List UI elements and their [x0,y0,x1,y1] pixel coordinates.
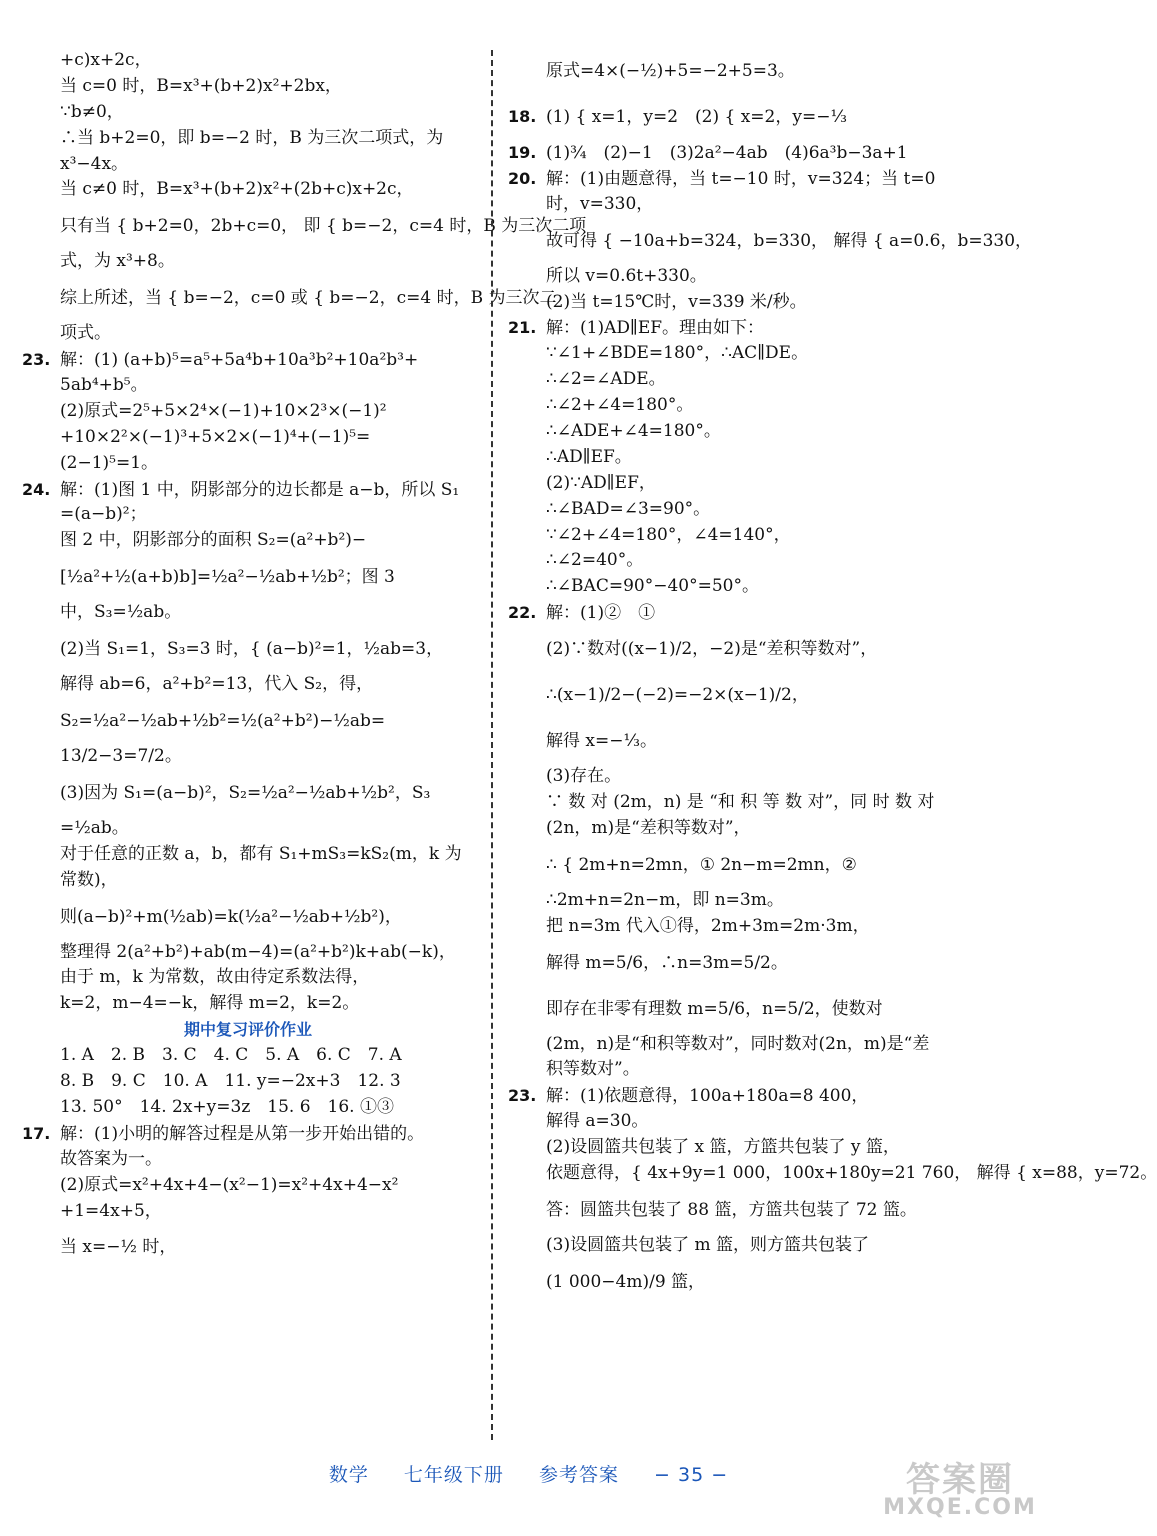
answer-text: (1)¾ (2)−1 (3)2a²−4ab (4)6a³b−3a+1 [546,143,908,163]
answer-line: (3)存在。 [546,766,622,787]
answer-line: 故答案为一。 [60,1148,162,1169]
answer-line: 则(a−b)²+m(½ab)=k(½a²−½ab+½b²)， [60,906,402,927]
answer-line [508,94,1044,140]
answer-text: 解：(1)小明的解答过程是从第一步开始出错的。 [60,1123,425,1144]
answer-line [22,1121,474,1147]
answer-line: (2)∵数对((x−1)/2，−2)是“差积等数对”， [546,639,878,660]
answer-line: 解得 m=5/6，∴n=3m=5/2。 [546,952,788,973]
answer-line [22,347,474,373]
answer-line: ∵∠1+∠BDE=180°，∴AC∥DE。 [546,343,809,364]
answer-line: (2)设圆篮共包装了 x 篮，方篮共包装了 y 篮， [546,1137,900,1158]
answer-line: 当 c≠0 时，B=x³+(b+2)x²+(2b+c)x+2c， [60,179,414,200]
watermark-bottom: MXQE.COM [883,1495,1037,1520]
right-column [508,48,1157,1305]
answer-line: (1 000−4m)/9 篮， [546,1271,706,1292]
answer-line: 答：圆篮共包装了 88 篮，方篮共包装了 72 篮。 [546,1199,917,1220]
answer-line: =(a−b)²； [60,504,147,525]
answer-line: +c)x+2c， [60,50,152,70]
footer-label: 参考答案 [538,1464,619,1486]
answer-line: 整理得 2(a²+b²)+ab(m−4)=(a²+b²)k+ab(−k)， [60,941,456,962]
answer-line: (2)当 t=15℃时，v=339 米/秒。 [546,291,807,312]
answer-line: 由于 m，k 为常数，故由待定系数法得， [60,967,370,988]
answer-line: 项式。 [60,323,111,344]
answer-line: ∴∠2+∠4=180°。 [546,395,694,416]
answer-line: ∴∠BAC=90°−40°=50°。 [546,576,759,597]
question-number: 18. [508,107,537,126]
answer-line: ∴ { 2m+n=2mn，① 2n−m=2mn，② [546,854,857,875]
answer-line: (2)当 S₁=1，S₃=3 时，{ (a−b)²=1，½ab=3， [60,639,444,660]
answer-line: 解得 x=−⅓。 [546,731,657,752]
watermark-top: 答案圈 [906,1460,1014,1500]
answer-line: S₂=½a²−½ab+½b²=½(a²+b²)−½ab= [60,711,386,732]
answer-line [22,477,474,503]
answer-line: ∴∠ADE+∠4=180°。 [546,421,721,442]
answer-line: 常数)， [60,869,118,890]
answer-line: (2)原式=x²+4x+4−(x²−1)=x²+4x+4−x² [60,1174,399,1195]
question-number: 20. [508,168,537,188]
answer-line [508,315,1044,341]
answer-line: 1. A 2. B 3. C 4. C 5. A 6. C 7. A [60,1045,402,1066]
answer-line: ∵ 数 对 (2m，n) 是 “和 积 等 数 对”，同 时 数 对 [546,792,935,813]
answer-line: 中，S₃=½ab。 [60,602,182,623]
answer-text: 解：(1)图 1 中，阴影部分的边长都是 a−b，所以 S₁ [60,479,460,500]
answer-line: 时，v=330， [546,193,654,214]
answer-line: 图 2 中，阴影部分的面积 S₂=(a²+b²)− [60,530,367,551]
question-number: 23. [508,1086,537,1106]
answer-line [508,600,1044,626]
answer-line: ∴2m+n=2n−m，即 n=3m。 [546,889,784,910]
answer-line: ∵b≠0， [60,101,124,122]
answer-line: ∴AD∥EF。 [546,446,632,467]
answer-line: 即存在非零有理数 m=5/6，n=5/2，使数对 [546,998,883,1019]
answer-line: (2−1)⁵=1。 [60,452,159,473]
answer-line: 所以 v=0.6t+330。 [546,265,707,286]
answer-line: 式，为 x³+8。 [60,251,175,272]
answer-line: 依题意得，{ 4x+9y=1 000，100x+180y=21 760， 解得 { x=88，y=72。 [546,1163,1157,1184]
answer-text: 解：(1)由题意得，当 t=−10 时，v=324；当 t=0 [546,168,936,189]
question-number: 21. [508,318,537,338]
answer-line: ∴∠2=∠ADE。 [546,369,666,390]
answer-line: 只有当 { b+2=0，2b+c=0， 即 { b=−2，c=4 时，B 为三次二项 [60,216,587,237]
answer-line: k=2，m−4=−k，解得 m=2，k=2。 [60,993,360,1014]
answer-text: 解：(1)依题意得，100a+180a=8 400， [546,1086,869,1107]
answer-line: 解得 ab=6，a²+b²=13，代入 S₂，得， [60,674,374,695]
answer-line: 当 x=−½ 时， [60,1237,177,1258]
footer-subject: 数学 [328,1464,369,1486]
answer-line: 13. 50° 14. 2x+y=3z 15. 6 16. ①③ [60,1096,394,1117]
answer-line: +10×2²×(−1)³+5×2×(−1)⁴+(−1)⁵= [60,426,371,447]
section-heading: 期中复习评价作业 [183,1020,312,1040]
answer-line [508,140,1044,166]
answer-line: 综上所述，当 { b=−2，c=0 或 { b=−2，c=4 时，B 为三次二 [60,288,557,309]
answer-line: 8. B 9. C 10. A 11. y=−2x+3 12. 3 [60,1071,401,1092]
question-number: 23. [22,350,51,370]
answer-line: =½ab。 [60,817,129,838]
answer-line: ∴当 b+2=0，即 b=−2 时，B 为三次二项式，为 [60,127,444,148]
answer-line: x³−4x。 [60,153,129,174]
answer-line: ∵∠2+∠4=180°，∠4=140°， [546,524,791,545]
answer-line: ∴∠2=40°。 [546,550,644,571]
watermark-logo [880,1460,1040,1528]
question-number: 19. [508,143,537,162]
answer-line: (2)∵AD∥EF， [546,472,656,493]
answer-text: (1) { x=1，y=2 (2) { x=2，y=−⅓ [546,107,847,127]
answer-line: 积等数对”。 [546,1059,640,1080]
answer-text: 解：(1)AD∥EF。理由如下： [546,318,765,339]
question-number: 24. [22,479,51,499]
answer-line: 13/2−3=7/2。 [60,746,182,767]
answer-line: (2)原式=2⁵+5×2⁴×(−1)+10×2³×(−1)² [60,400,387,421]
answer-line: [½a²+½(a+b)b]=½a²−½ab+½b²；图 3 [60,567,395,588]
answer-line: 当 c=0 时，B=x³+(b+2)x²+2bx， [60,75,342,96]
answer-line [508,166,1044,192]
answer-line: 对于任意的正数 a，b，都有 S₁+mS₃=kS₂(m，k 为 [60,843,462,864]
footer-page-number: − 35 − [654,1464,729,1486]
question-number: 17. [22,1123,51,1143]
answer-text: 解：(1) (a+b)⁵=a⁵+5a⁴b+10a³b²+10a²b³+ [60,350,419,371]
answer-line: (3)设圆篮共包装了 m 篮，则方篮共包装了 [546,1234,870,1255]
question-number: 22. [508,603,537,623]
answer-line: ∴(x−1)/2−(−2)=−2×(x−1)/2， [546,685,809,706]
answer-line: (2m，n)是“和积等数对”，同时数对(2n，m)是“差 [546,1033,930,1054]
answer-line: 5ab⁴+b⁵。 [60,375,148,396]
answer-line: 原式=4×(−½)+5=−2+5=3。 [546,61,795,81]
answer-line: 解得 a=30。 [546,1111,649,1132]
answer-line: 故可得 { −10a+b=324，b=330， 解得 { a=0.6，b=330， [546,230,1033,251]
answer-line [508,1083,1044,1109]
answer-text: 解：(1)② ① [546,603,656,624]
column-divider [491,50,493,1440]
answer-line: (3)因为 S₁=(a−b)²，S₂=½a²−½ab+½b²，S₃ [60,782,431,803]
answer-line: +1=4x+5， [60,1200,162,1221]
answer-line: 把 n=3m 代入①得，2m+3m=2m·3m， [546,915,870,936]
answer-line: (2n，m)是“差积等数对”， [546,817,751,838]
footer-grade: 七年级下册 [403,1464,504,1486]
answer-line: ∴∠BAD=∠3=90°。 [546,498,711,519]
